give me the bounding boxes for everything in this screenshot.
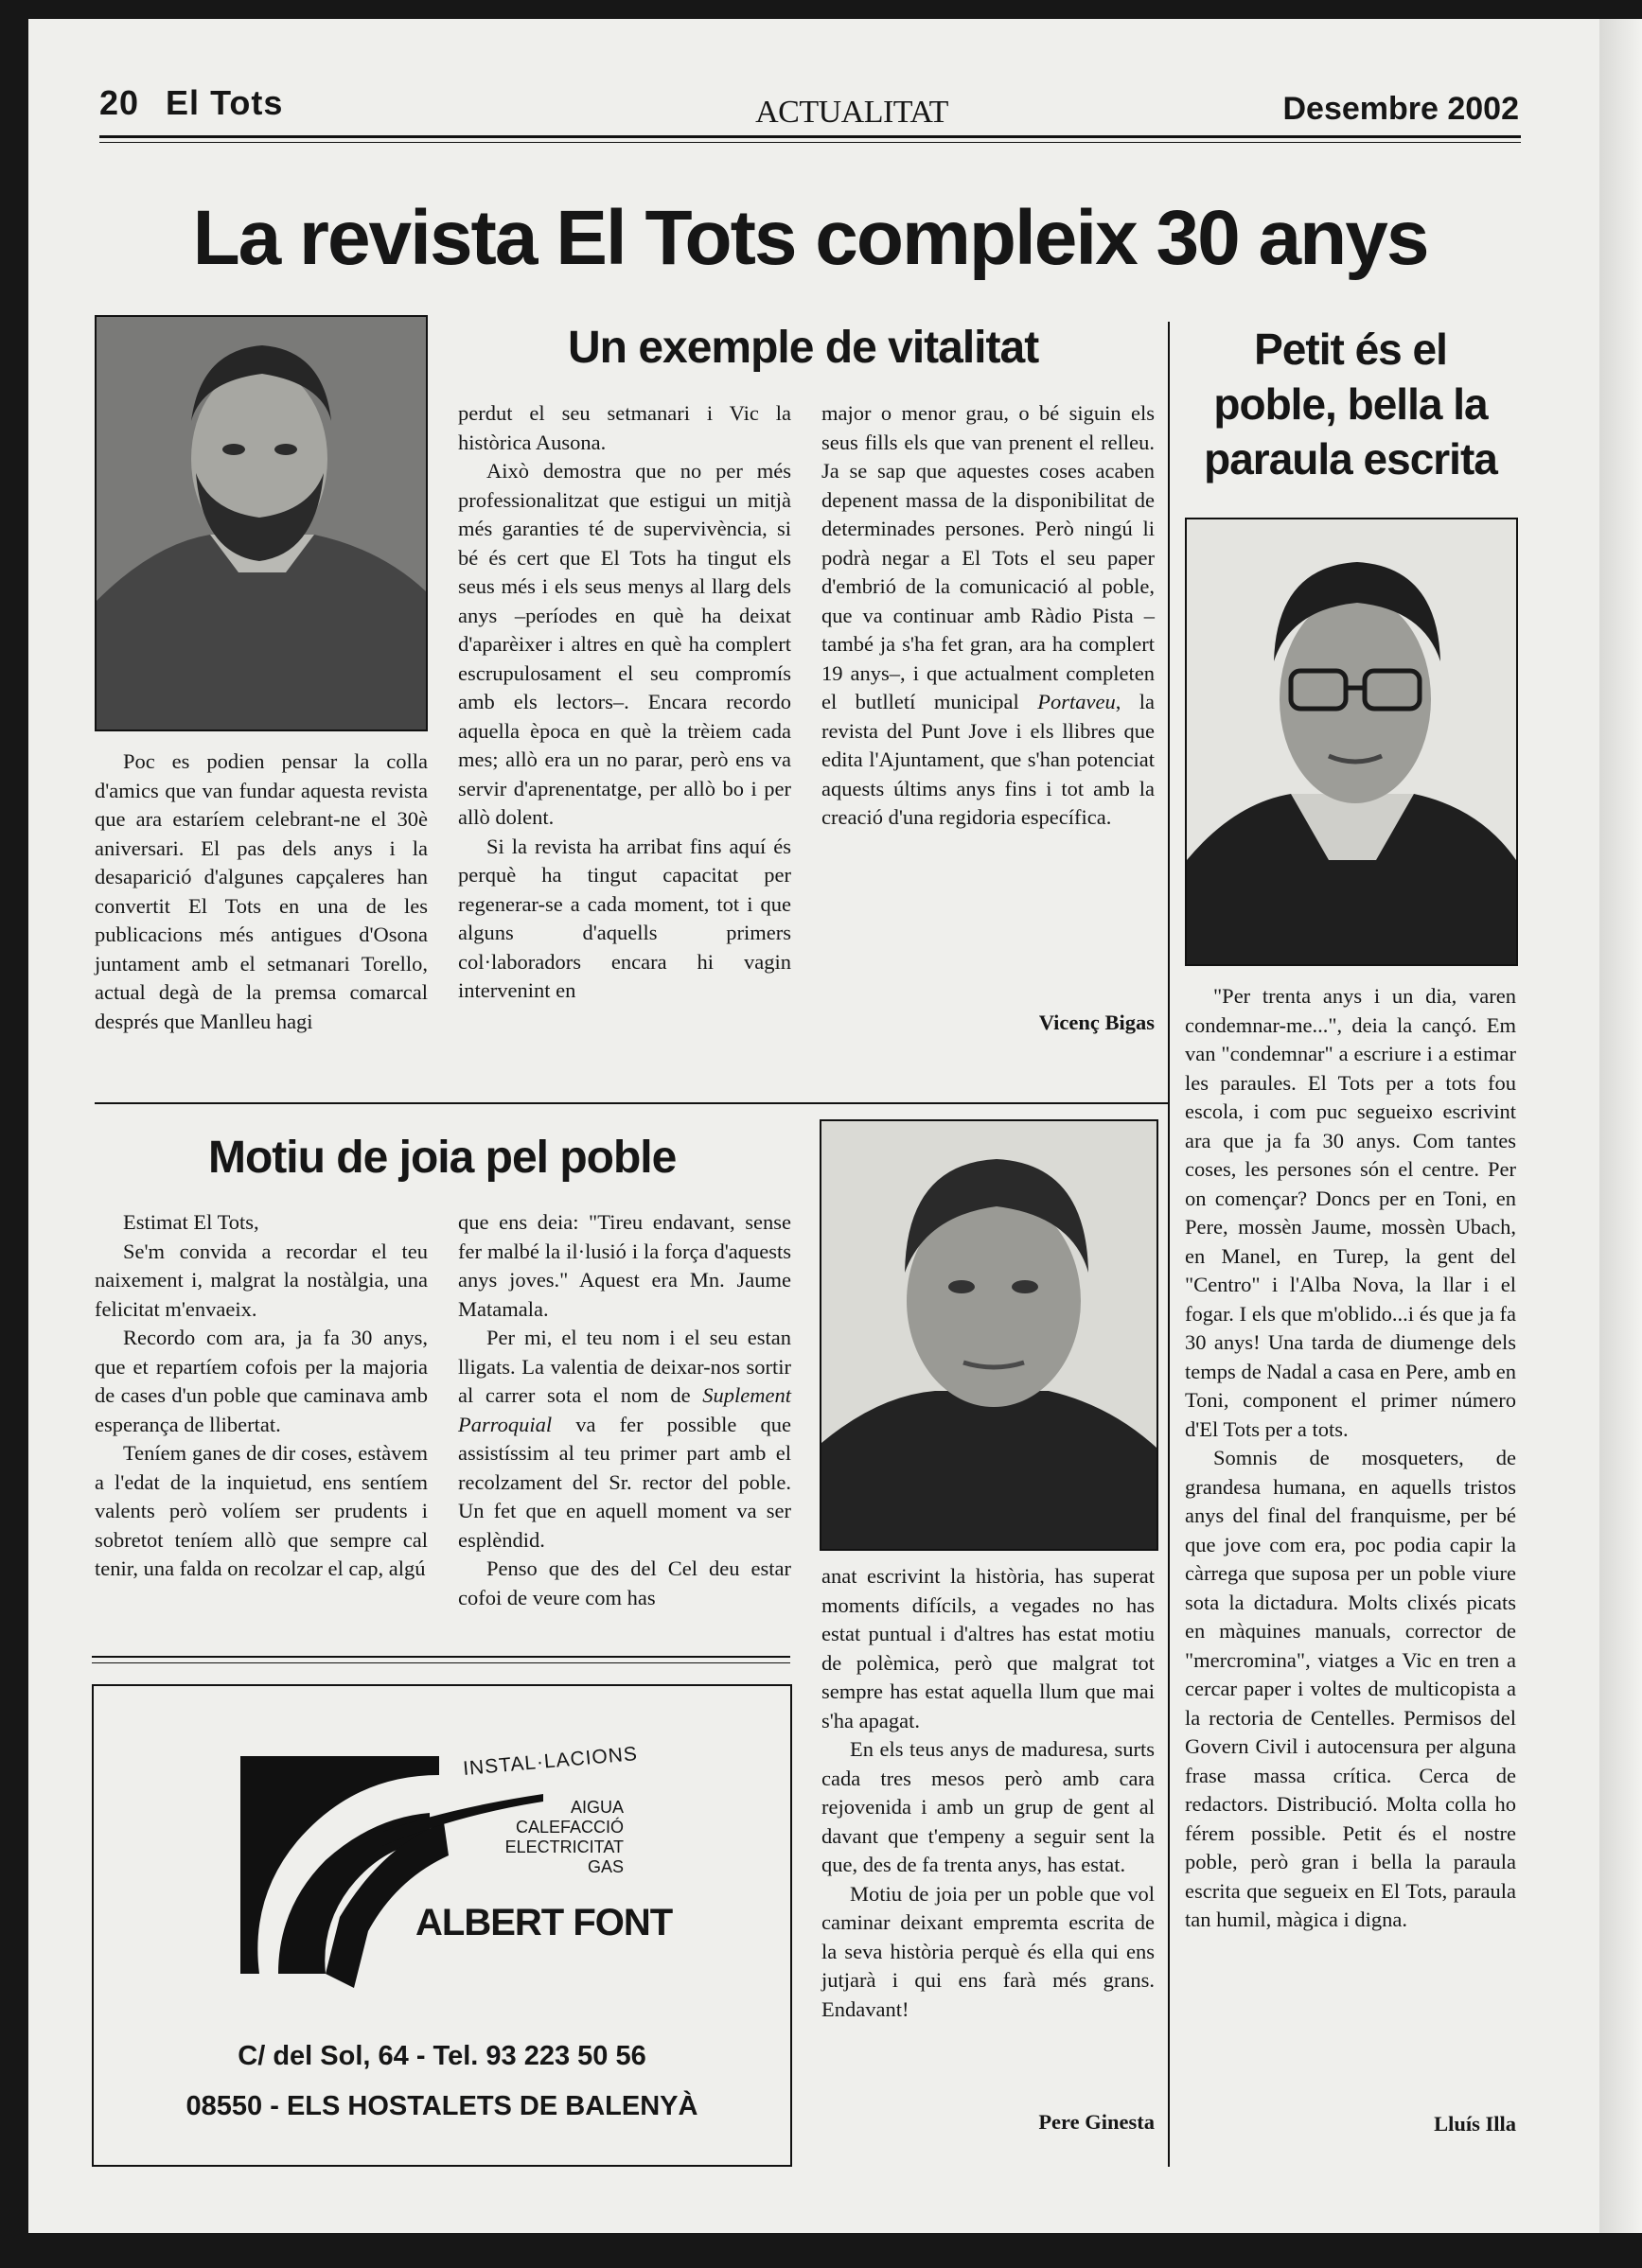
service-list <box>406 1798 624 1877</box>
author-photo-pere-ginesta <box>820 1119 1158 1551</box>
paragraph: anat escrivint la història, has superat moments difícils, a vegades no has estat puntual i d'altres has estat motiu de polèmica, però que malgrat tot sempre has estat aquella llum que mai s'ha apagat. <box>821 1564 1155 1732</box>
paragraph <box>821 399 1155 833</box>
article2-column1 <box>95 1208 428 1584</box>
article1-author: Vicenç Bigas <box>1038 1011 1155 1034</box>
paragraph: Si la revista ha arribat fins aquí és perquè ha tingut capacitat per regenerar-se a cada moment, tot i que alguns d'aquells primers col·laboradors encara hi vagin intervenint en <box>458 834 791 1002</box>
article1-title: Un exemple de vitalitat <box>568 323 1039 373</box>
title-line: paraula escrita <box>1204 434 1497 483</box>
paragraph: Motiu de joia per un poble que vol caminar deixant empremta escrita de la seva història perquè és ella qui ens jutjarà i qui ens farà més grans. Endavant! <box>821 1881 1155 2021</box>
text-run: va fer possible que assistíssim al teu primer part amb el recolzament del Sr. rector del poble. Un fet que en aquell moment va ser esplèndid. <box>458 1412 791 1552</box>
page-edge <box>1599 19 1642 2233</box>
service-item: AIGUA <box>570 1798 624 1817</box>
header-rule <box>99 135 1521 138</box>
publication-reference: Portaveu <box>1037 690 1116 713</box>
author-photo-vicenc-bigas <box>95 315 428 731</box>
article2-author: Pere Ginesta <box>1038 2110 1155 2134</box>
ad-separator <box>92 1656 790 1658</box>
title-line: Petit és el <box>1254 325 1447 374</box>
article2-column3 <box>821 1562 1155 2024</box>
paragraph: Teníem ganes de dir coses, estàvem a l'edat de la inquietud, ens sentíem valents però volíem ser prudents i sobretot teníem allò que sempre cal tenir, una falda on recolzar el cap, algú <box>95 1441 428 1580</box>
paragraph: Poc es podien pensar la colla d'amics que van fundar aquesta revista que ara estaríem celebrant-ne el 30è aniversari. El pas dels anys i la desaparició d'algunes capçaleres han convertit El Tots en una de les publicacions més antigues d'Osona juntament amb el setmanari Torello, actual degà de la premsa comarcal després que Manlleu hagi <box>95 749 428 1033</box>
install-label: INSTAL·LACIONS <box>462 1742 639 1781</box>
paragraph: Se'm convida a recordar el teu naixement i, malgrat la nostàlgia, una felicitat m'envaeix. <box>95 1239 428 1321</box>
page-title: La revista El Tots compleix 30 anys <box>192 195 1428 281</box>
paragraph: "Per trenta anys i un dia, varen condemnar-me...", deia la cançó. Em van "condemnar" a escriure i a estimar les paraules. El Tots per a tots fou escola, i com puc segueixo escrivint ara que ja fa 30 anys. Com tantes coses, les persones són el centre. Per on començar? Doncs per en Toni, en Pere, mossèn Jaume, mossèn Ubach, en Manel, en Turep, la gent del "Centro" i l'Alba Nova, la llar i el fogar. I els que m'oblido...i és que ja fa 30 anys! Una tarda de diumenge dels temps de Nadal a casa en Pere, amb en Toni, component el primer número d'El Tots per a tots. <box>1185 984 1516 1441</box>
paragraph: perdut el seu setmanari i Vic la històrica Ausona. <box>458 401 791 454</box>
ad-separator-thin <box>92 1662 790 1663</box>
portrait-image <box>1187 519 1516 964</box>
title-line: poble, bella la <box>1213 379 1488 429</box>
article-separator <box>95 1102 1168 1104</box>
paragraph: Somnis de mosqueters, de grandesa humana, en aquells tristos anys del final del franquisme, per bé que jove com era, poc podia capir la càrrega que suposa per un poble viure sota la dictadura. Molts clixés picats en màquines manuals, corrector de "mercromina", viatges a Vic en tren a cercar paper i voltes de multicopista a la rectoria de Centelles. Permisos del Govern Civil i autocensura per alguna frase massa crítica. Cerca de redactors. Distribució. Molta colla ho férem possible. Petit és el nostre poble, però gran i bella la paraula escrita que segueix en El Tots, paraula tan humil, màgica i digna. <box>1185 1446 1516 1931</box>
paragraph <box>458 1324 791 1555</box>
company-address: C/ del Sol, 64 - Tel. 93 223 50 56 <box>238 2041 646 2071</box>
column-separator <box>1168 322 1170 2167</box>
publication-name: El Tots <box>166 83 284 122</box>
paragraph: Recordo com ara, ja fa 30 anys, que et repartíem cofois per la majoria de cases d'un poble que caminava amb esperança de llibertat. <box>95 1326 428 1436</box>
company-name: ALBERT FONT <box>415 1902 673 1943</box>
issue-date: Desembre 2002 <box>1282 91 1519 127</box>
header-rule-thin <box>99 142 1521 143</box>
text-run: Per mi, el teu nom i el seu estan lligats. La valentia de deixar-nos sortir al carrer sota el nom de <box>458 1326 791 1407</box>
service-item: CALEFACCIÓ <box>515 1818 624 1837</box>
publication-reference: Suplement Parroquial <box>458 1383 791 1436</box>
article3-author: Lluís Illa <box>1434 2112 1516 2136</box>
advertisement-albert-font <box>92 1684 792 2167</box>
paragraph: Estimat El Tots, <box>123 1210 259 1234</box>
author-photo-lluis-illa <box>1185 518 1518 966</box>
portrait-image <box>821 1121 1156 1549</box>
article3-body <box>1185 982 1516 1935</box>
paragraph: Penso que des del Cel deu estar cofoi de veure com has <box>458 1556 791 1609</box>
text-run: major o menor grau, o bé siguin els seus fills els que van prenent el relleu. Ja se sap que aquestes coses acaben depenent massa de la disponibilitat de determinades persones. Però ningú li podrà negar a El Tots el seu paper d'embrió de la comunicació al poble, que va continuar amb Ràdio Pista –també ja s'ha fet gran, ara ha complert 19 anys–, i que actualment completen el butlletí municipal <box>821 401 1155 713</box>
article1-column2 <box>458 399 791 1006</box>
article2-column2 <box>458 1208 791 1612</box>
company-city: 08550 - ELS HOSTALETS DE BALENYÀ <box>185 2091 698 2121</box>
article1-column1 <box>95 747 428 1036</box>
paragraph: En els teus anys de maduresa, surts cada tres mesos però amb cara rejovenida i amb un grup de gent al davant que t'empeny a seguir sent la que, des de fa trenta anys, has estat. <box>821 1737 1155 1876</box>
text-run: , la revista del Punt Jove i els llibres que edita l'Ajuntament, que s'han potenciat aquests últims anys fins i tot amb la creació d'una regidoria específica. <box>821 690 1155 829</box>
service-item: GAS <box>587 1857 624 1876</box>
portrait-image <box>97 317 426 730</box>
paragraph: Això demostra que no per més professionalitzat que estigui un mitjà més garanties té de supervivència, si bé és cert que El Tots ha tingut els seus més i els seus menys al llarg dels anys –períodes en què ha deixat d'aparèixer i altres en què ha complert escrupulosament el seu compromís amb els lectors–. Encara recordo aquella època en què la trèiem cada mes; allò era un no parar, però ens va servir d'aprenentatge, per allò bo i per allò dolent. <box>458 459 791 829</box>
page-header-left <box>99 83 283 123</box>
paragraph: que ens deia: "Tireu endavant, sense fer malbé la il·lusió i la força d'aquests anys joves." Aquest era Mn. Jaume Matamala. <box>458 1210 791 1321</box>
service-item: ELECTRICITAT <box>504 1837 624 1856</box>
section-name: ACTUALITAT <box>755 95 948 130</box>
page-number: 20 <box>99 83 140 122</box>
article1-column3 <box>821 399 1155 833</box>
article3-title <box>1185 322 1516 486</box>
article2-title: Motiu de joia pel poble <box>208 1133 677 1183</box>
